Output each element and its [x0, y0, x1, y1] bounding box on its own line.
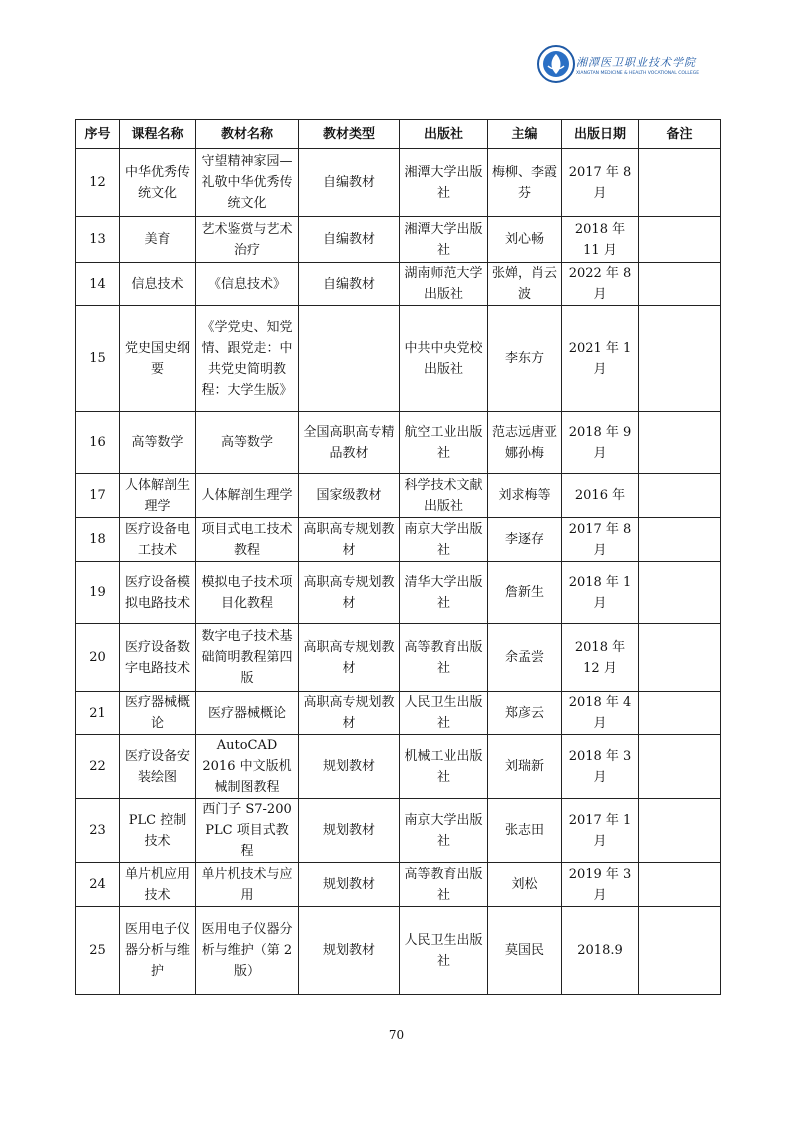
textbook-name: 医疗器械概论	[196, 692, 299, 735]
row-number: 12	[76, 149, 120, 217]
publish-date: 2018 年 3 月	[562, 735, 639, 799]
chief-editor: 李逐存	[488, 518, 562, 562]
table-row	[76, 692, 721, 735]
remarks	[639, 149, 721, 217]
publish-date: 2018 年 12 月	[562, 624, 639, 692]
course-name: 单片机应用技术	[120, 863, 196, 907]
row-number: 16	[76, 412, 120, 474]
publish-date: 2018.9	[562, 907, 639, 995]
college-emblem-icon	[536, 44, 576, 84]
publisher: 南京大学出版社	[400, 518, 488, 562]
course-name: 医疗设备数字电路技术	[120, 624, 196, 692]
table-row	[76, 624, 721, 692]
textbook-type: 规划教材	[299, 907, 400, 995]
course-name: 中华优秀传统文化	[120, 149, 196, 217]
row-number: 21	[76, 692, 120, 735]
textbook-type: 规划教材	[299, 799, 400, 863]
row-number: 22	[76, 735, 120, 799]
chief-editor: 梅柳、李霞芬	[488, 149, 562, 217]
remarks	[639, 735, 721, 799]
remarks	[639, 624, 721, 692]
table-row	[76, 412, 721, 474]
textbook-name: 数字电子技术基础简明教程第四版	[196, 624, 299, 692]
textbook-name: 模拟电子技术项目化教程	[196, 562, 299, 624]
textbook-name: 《学党史、知党情、跟党走：中共党史简明教程：大学生版》	[196, 306, 299, 412]
publish-date: 2017 年 8 月	[562, 518, 639, 562]
row-number: 14	[76, 263, 120, 306]
remarks	[639, 562, 721, 624]
column-header: 出版日期	[562, 120, 639, 149]
publish-date: 2017 年 8 月	[562, 149, 639, 217]
publish-date: 2018 年 11 月	[562, 217, 639, 263]
publish-date: 2021 年 1 月	[562, 306, 639, 412]
table-row	[76, 306, 721, 412]
row-number: 25	[76, 907, 120, 995]
course-name: 医疗设备电工技术	[120, 518, 196, 562]
table-row	[76, 799, 721, 863]
publisher: 湖南师范大学出版社	[400, 263, 488, 306]
remarks	[639, 907, 721, 995]
table-row	[76, 907, 721, 995]
row-number: 19	[76, 562, 120, 624]
textbook-name: 高等数学	[196, 412, 299, 474]
row-number: 24	[76, 863, 120, 907]
chief-editor: 郑彦云	[488, 692, 562, 735]
publish-date: 2022 年 8 月	[562, 263, 639, 306]
chief-editor: 刘瑞新	[488, 735, 562, 799]
table-row	[76, 474, 721, 518]
textbook-name: 《信息技术》	[196, 263, 299, 306]
textbook-type: 自编教材	[299, 149, 400, 217]
textbook-name: 项目式电工技术教程	[196, 518, 299, 562]
column-header: 序号	[76, 120, 120, 149]
remarks	[639, 799, 721, 863]
publisher: 中共中央党校出版社	[400, 306, 488, 412]
textbook-type	[299, 306, 400, 412]
textbook-name: 单片机技术与应用	[196, 863, 299, 907]
column-header: 教材名称	[196, 120, 299, 149]
course-name: 医疗设备模拟电路技术	[120, 562, 196, 624]
textbook-name: AutoCAD 2016 中文版机械制图教程	[196, 735, 299, 799]
row-number: 18	[76, 518, 120, 562]
textbook-type: 规划教材	[299, 735, 400, 799]
publisher: 湘潭大学出版社	[400, 217, 488, 263]
chief-editor: 刘心畅	[488, 217, 562, 263]
college-name-cn: 湘潭医卫职业技术学院	[576, 56, 696, 69]
textbook-type: 高职高专规划教材	[299, 518, 400, 562]
row-number: 17	[76, 474, 120, 518]
chief-editor: 刘求梅等	[488, 474, 562, 518]
textbook-name: 西门子 S7-200 PLC 项目式教程	[196, 799, 299, 863]
course-name: 信息技术	[120, 263, 196, 306]
publish-date: 2018 年 4 月	[562, 692, 639, 735]
remarks	[639, 412, 721, 474]
row-number: 13	[76, 217, 120, 263]
course-name: 人体解剖生理学	[120, 474, 196, 518]
textbook-table	[75, 119, 721, 995]
publisher: 人民卫生出版社	[400, 907, 488, 995]
publisher: 机械工业出版社	[400, 735, 488, 799]
column-header: 教材类型	[299, 120, 400, 149]
course-name: 美育	[120, 217, 196, 263]
chief-editor: 刘松	[488, 863, 562, 907]
publisher: 高等教育出版社	[400, 624, 488, 692]
textbook-type: 国家级教材	[299, 474, 400, 518]
course-name: 高等数学	[120, 412, 196, 474]
remarks	[639, 863, 721, 907]
chief-editor: 莫国民	[488, 907, 562, 995]
table-row	[76, 518, 721, 562]
college-name-en: XIANGTAN MEDICINE & HEALTH VOCATIONAL COLLEGE	[576, 71, 700, 76]
textbook-name: 医用电子仪器分析与维护（第 2 版）	[196, 907, 299, 995]
textbook-type: 规划教材	[299, 863, 400, 907]
publisher: 清华大学出版社	[400, 562, 488, 624]
publish-date: 2017 年 1 月	[562, 799, 639, 863]
remarks	[639, 306, 721, 412]
remarks	[639, 263, 721, 306]
course-name: 医疗设备安装绘图	[120, 735, 196, 799]
table-row	[76, 149, 721, 217]
textbook-type: 高职高专规划教材	[299, 692, 400, 735]
college-name	[576, 54, 746, 76]
remarks	[639, 518, 721, 562]
publisher: 人民卫生出版社	[400, 692, 488, 735]
table-body	[76, 149, 721, 995]
chief-editor: 张婵，肖云波	[488, 263, 562, 306]
chief-editor: 余孟尝	[488, 624, 562, 692]
textbook-type: 高职高专规划教材	[299, 624, 400, 692]
table-row	[76, 863, 721, 907]
textbook-type: 全国高职高专精品教材	[299, 412, 400, 474]
textbook-type: 自编教材	[299, 263, 400, 306]
course-name: 医用电子仪器分析与维护	[120, 907, 196, 995]
remarks	[639, 692, 721, 735]
textbook-name: 守望精神家园—礼敬中华优秀传统文化	[196, 149, 299, 217]
chief-editor: 张志田	[488, 799, 562, 863]
course-name: 医疗器械概论	[120, 692, 196, 735]
table-row	[76, 735, 721, 799]
publish-date: 2019 年 3 月	[562, 863, 639, 907]
table-header-row	[76, 120, 721, 149]
publish-date: 2018 年 1 月	[562, 562, 639, 624]
column-header: 出版社	[400, 120, 488, 149]
textbook-type: 高职高专规划教材	[299, 562, 400, 624]
row-number: 23	[76, 799, 120, 863]
textbook-name: 人体解剖生理学	[196, 474, 299, 518]
publisher: 科学技术文献出版社	[400, 474, 488, 518]
publisher: 高等教育出版社	[400, 863, 488, 907]
chief-editor: 范志远唐亚娜孙梅	[488, 412, 562, 474]
column-header: 课程名称	[120, 120, 196, 149]
course-name: PLC 控制技术	[120, 799, 196, 863]
chief-editor: 李东方	[488, 306, 562, 412]
publish-date: 2016 年	[562, 474, 639, 518]
publisher: 航空工业出版社	[400, 412, 488, 474]
table-row	[76, 217, 721, 263]
column-header: 主编	[488, 120, 562, 149]
page-number: 70	[388, 1028, 405, 1042]
remarks	[639, 474, 721, 518]
publish-date: 2018 年 9 月	[562, 412, 639, 474]
column-header: 备注	[639, 120, 721, 149]
chief-editor: 詹新生	[488, 562, 562, 624]
textbook-type: 自编教材	[299, 217, 400, 263]
publisher: 南京大学出版社	[400, 799, 488, 863]
course-name: 党史国史纲要	[120, 306, 196, 412]
textbook-name: 艺术鉴赏与艺术治疗	[196, 217, 299, 263]
table-row	[76, 263, 721, 306]
table-row	[76, 562, 721, 624]
publisher: 湘潭大学出版社	[400, 149, 488, 217]
remarks	[639, 217, 721, 263]
row-number: 15	[76, 306, 120, 412]
row-number: 20	[76, 624, 120, 692]
